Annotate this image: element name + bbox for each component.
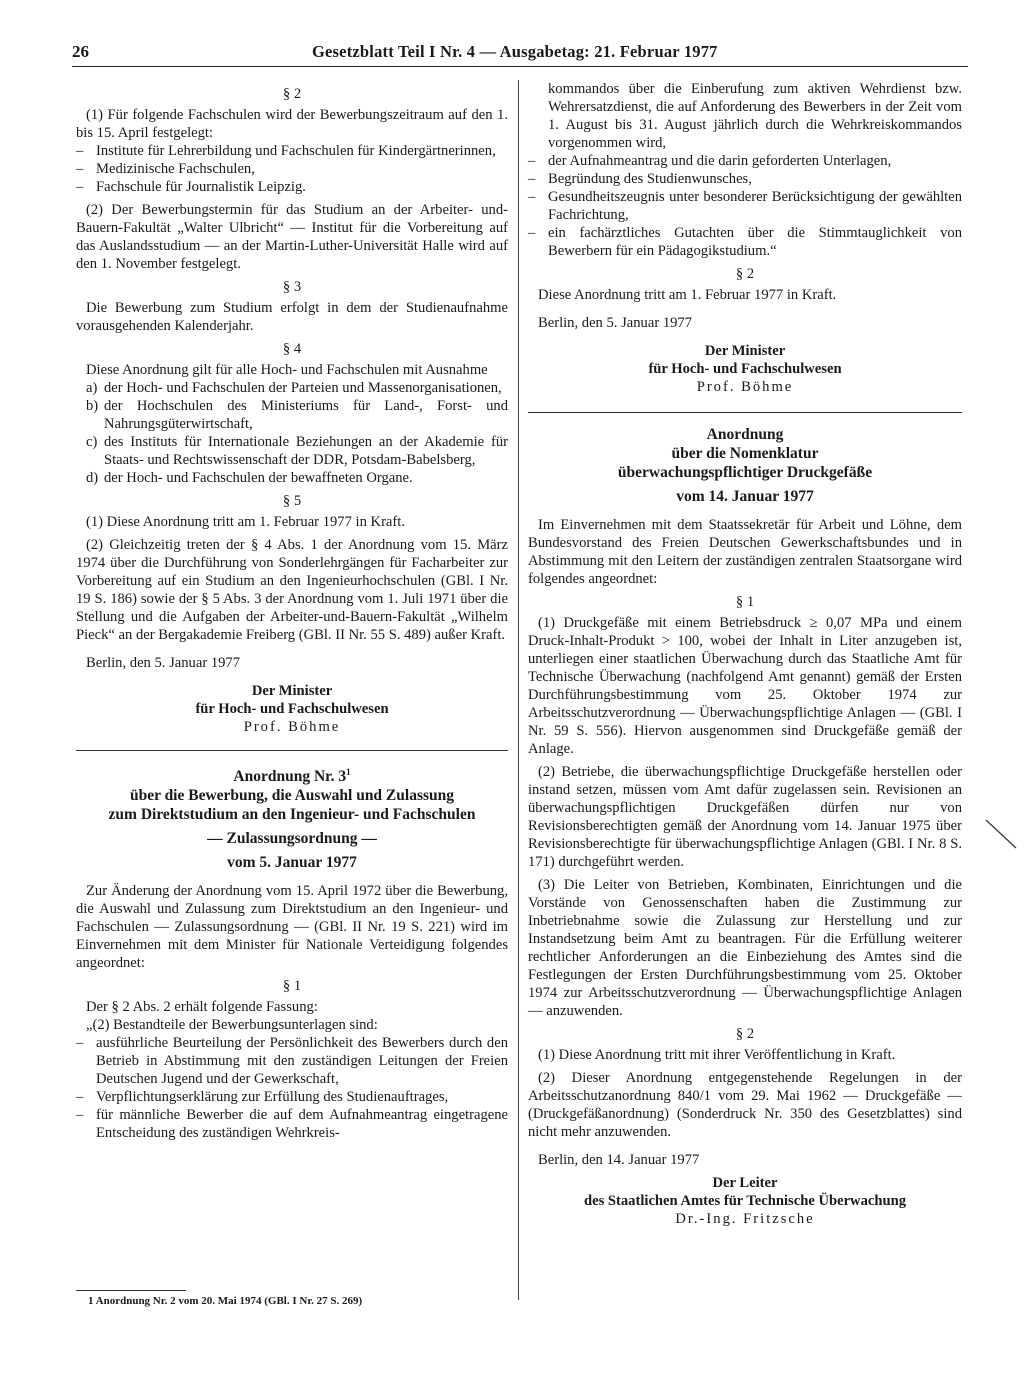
section-heading: § 1 [735,594,755,610]
paragraph: Im Einvernehmen mit dem Staatssekretär für Arbeit und Löhne, dem Bundesvorstand des Freien Deutschen Gewerkschaftsbundes und in Abstimmung mit den Leitern der zuständigen zentralen Staatsorgane wird folgendes angeordnet: [528,517,962,587]
paragraph: (2) Der Bewerbungstermin für das Studium an der Arbeiter- und-Bauern-Fakultät „Walter Ulbricht“ — Institut für die Vorbereitung auf das Auslandsstudium — an der Martin-Luther-Universität Halle wird auf den 1. November festgelegt. [76,202,508,272]
margin-scan-mark [984,818,1020,852]
list-text: der Hoch- und Fachschulen der Parteien und Massenorganisationen, [104,380,502,396]
document-subtitle: — Zulassungsordnung — [207,830,377,848]
paragraph: (2) Dieser Anordnung entgegenstehende Regelungen in der Arbeitsschutzanordnung 840/1 vom 29. Mai 1962 — Druckgefäße — (Druckgefäßanordnung) (Sonderdruck Nr. 350 des Gesetzblattes) sind nicht mehr anzuwenden. [528,1070,962,1140]
paragraph: (2) Betriebe, die überwachungspflichtige Druckgefäße herstellen oder instand setzen, müssen vom Amt dafür zugelassen sein. Revisionen an überwachungspflichtigen Druckgefäßen dürfen nur von Revisionsberechtigten gemäß der Anordnung vom 14. Januar 1975 über Revisionsberechtigte für überwachungspflichtige Anlagen (GBl. I Nr. 8 S. 171) durchgeführt werden. [528,764,962,870]
document-date: vom 5. Januar 1977 [227,854,357,872]
list-item: – Gesundheitszeugnis unter besonderer Berücksichtigung der gewählten Fachrichtung, [528,188,962,224]
signature-office: für Hoch- und Fachschulwesen [648,361,842,377]
column-divider [518,80,519,1300]
signature-title: Der Minister [251,683,333,699]
place-date: Berlin, den 14. Januar 1977 [538,1152,700,1168]
document-title-line: zum Direktstudium an den Ingenieur- und Fachschulen [108,806,476,824]
running-title: Gesetzblatt Teil I Nr. 4 — Ausgabetag: 21. Februar 1977 [312,42,718,61]
title-line: Anordnung Nr. 3 [233,768,347,786]
paragraph: „(2) Bestandteile der Bewerbungsunterlagen sind: [86,1017,378,1034]
list-item: – Medizinische Fachschulen, [76,160,508,178]
list-item [76,397,508,433]
list-item: – Verpflichtungserklärung zur Erfüllung des Studienauftrages, [76,1088,508,1106]
section-heading: § 2 [735,266,755,282]
list-label: c) [86,434,98,450]
section-heading: § 5 [282,493,302,509]
signature-office: für Hoch- und Fachschulwesen [195,701,389,717]
paragraph: Diese Anordnung tritt am 1. Februar 1977 in Kraft. [538,287,837,303]
list-label: b) [86,398,99,414]
paragraph: Der § 2 Abs. 2 erhält folgende Fassung: [86,999,318,1016]
section-heading: § 4 [282,341,302,357]
list-item: – ausführliche Beurteilung der Persönlichkeit des Bewerbers durch den Betrieb in Abstimmung mit den zuständigen Leitungen der Freien Deutschen Jugend und der Gewerkschaft, [76,1034,508,1088]
document-title-line: über die Nomenklatur [671,445,819,462]
list-item: – ein fachärztliches Gutachten über die Stimmtauglichkeit von Bewerbern für ein Pädagogikstudium.“ [528,224,962,260]
page-header [72,40,968,68]
section-rule [528,412,962,413]
place-date: Berlin, den 5. Januar 1977 [86,655,241,671]
signature-title: Der Minister [704,343,786,359]
right-column [528,80,962,1228]
page-number: 26 [72,42,89,61]
left-column [76,80,508,1142]
list-item: – der Aufnahmeantrag und die darin geforderten Unterlagen, [528,152,962,170]
paragraph: (1) Für folgende Fachschulen wird der Bewerbungszeitraum auf den 1. bis 15. April festgelegt: [76,107,508,141]
section-heading: § 1 [282,978,302,995]
list-item [76,433,508,469]
paragraph: kommandos über die Einberufung zum aktiven Wehrdienst bzw. Wehrersatzdienst, die auf Anforderung des Bewerbers in der Zeit vom 1. August bis 31. August jährlich durch die Wehrkreiskommandos vorgenommen wird, [548,81,962,151]
list-label: d) [86,470,99,486]
document-title-line: über die Bewerbung, die Auswahl und Zulassung [129,787,455,805]
signature-name: Prof. Böhme [696,379,794,395]
document-title: Anordnung [706,426,784,443]
section-heading: § 2 [735,1026,755,1042]
list-item: – für männliche Bewerber die auf dem Aufnahmeantrag eingetragene Entscheidung des zuständigen Wehrkreis- [76,1106,508,1142]
paragraph: (3) Die Leiter von Betrieben, Kombinaten, Einrichtungen und die Vorstände von Genossenschaften haben die Zustimmung zur Inbetriebnahme sowie die Zulassung zur Herstellung und zur Instandsetzung beim Amt zu beantragen. Für die Erfüllung weiterer rechtlicher Anforderungen an die Einbeziehung des Amtes sind die Festlegungen der Ersten Durchführungsbestimmung vom 25. Oktober 1974 zur Arbeitsschutzverordnung — Überwachungspflichtige Anlagen — anzuwenden. [528,877,962,1019]
list-item [76,379,508,397]
paragraph: (2) Gleichzeitig treten der § 4 Abs. 1 der Anordnung vom 15. März 1974 über die Durchführung von Sonderlehrgängen für Facharbeiter zur Vorbereitung auf ein Studium an den Ingenieurhochschulen (GBl. I Nr. 19 S. 186) sowie der § 5 Abs. 3 der Anordnung vom 1. Juli 1971 über die Stellung und die Aufgaben der Arbeiter-und-Bauern-Fakultät „Wilhelm Pieck“ an der Bergakademie Freiberg (GBl. II Nr. 55 S. 489) außer Kraft. [76,537,508,643]
footnote-rule [76,1290,186,1291]
section-rule [76,750,508,751]
header-rule [72,66,968,67]
section-heading: § 2 [282,86,302,102]
list-text: des Instituts für Internationale Beziehungen an der Akademie für Staats- und Rechtswissenschaft der DDR, Potsdam-Babelsberg, [104,434,508,468]
paragraph: (1) Diese Anordnung tritt mit ihrer Veröffentlichung in Kraft. [538,1047,896,1063]
paragraph: Zur Änderung der Anordnung vom 15. April 1972 über die Bewerbung, die Auswahl und Zulassung zum Direktstudium an den Ingenieur- und Fachschulen — Zulassungsordnung — (GBl. II Nr. 19 S. 221) wird im Einvernehmen mit dem Minister für Nationale Verteidigung folgendes angeordnet: [76,883,508,972]
list-text: der Hochschulen des Ministeriums für Land-, Forst- und Nahrungsgüterwirtschaft, [104,398,508,432]
footnote: 1 Anordnung Nr. 2 vom 20. Mai 1974 (GBl. I Nr. 27 S. 269) [88,1295,363,1307]
list-item: – Begründung des Studienwunsches, [528,170,962,188]
document-date: vom 14. Januar 1977 [676,488,814,505]
paragraph: Diese Anordnung gilt für alle Hoch- und Fachschulen mit Ausnahme [86,362,488,378]
list-item: – Institute für Lehrerbildung und Fachschulen für Kindergärtnerinnen, [76,142,508,160]
footnote-marker: 1 [346,767,351,777]
place-date: Berlin, den 5. Januar 1977 [538,315,693,331]
list-label: a) [86,380,98,396]
list-text: der Hoch- und Fachschulen der bewaffneten Organe. [104,470,413,486]
document-title-line: überwachungspflichtiger Druckgefäße [617,464,873,481]
paragraph: (1) Druckgefäße mit einem Betriebsdruck ≥ 0,07 MPa und einem Druck-Inhalt-Produkt > 100, wobei der Inhalt in Liter anzugeben ist, unterliegen einer staatlichen Überwachung durch das Staatliche Amt für Technische Überwachung (nachfolgend Amt genannt) gemäß der Ersten Durchführungsbestimmung vom 25. Oktober 1974 zur Arbeitsschutzverordnung — Überwachungspflichtige Anlagen — (GBl. I Nr. 59 S. 556). Hiervon ausgenommen sind Druckgefäße gemäß der Anlage. [528,615,962,757]
list-item: – Fachschule für Journalistik Leipzig. [76,178,508,196]
list-item [76,469,508,487]
signature-name: Dr.-Ing. Fritzsche [675,1211,815,1227]
paragraph: Die Bewerbung zum Studium erfolgt in dem der Studienaufnahme vorausgehenden Kalenderjahr. [76,300,508,334]
document-title [76,763,508,786]
signature-title: Der Leiter [712,1175,778,1191]
paragraph: (1) Diese Anordnung tritt am 1. Februar 1977 in Kraft. [86,514,405,530]
section-heading: § 3 [282,279,302,295]
signature-office: des Staatlichen Amtes für Technische Überwachung [583,1193,907,1209]
signature-name: Prof. Böhme [243,719,341,735]
